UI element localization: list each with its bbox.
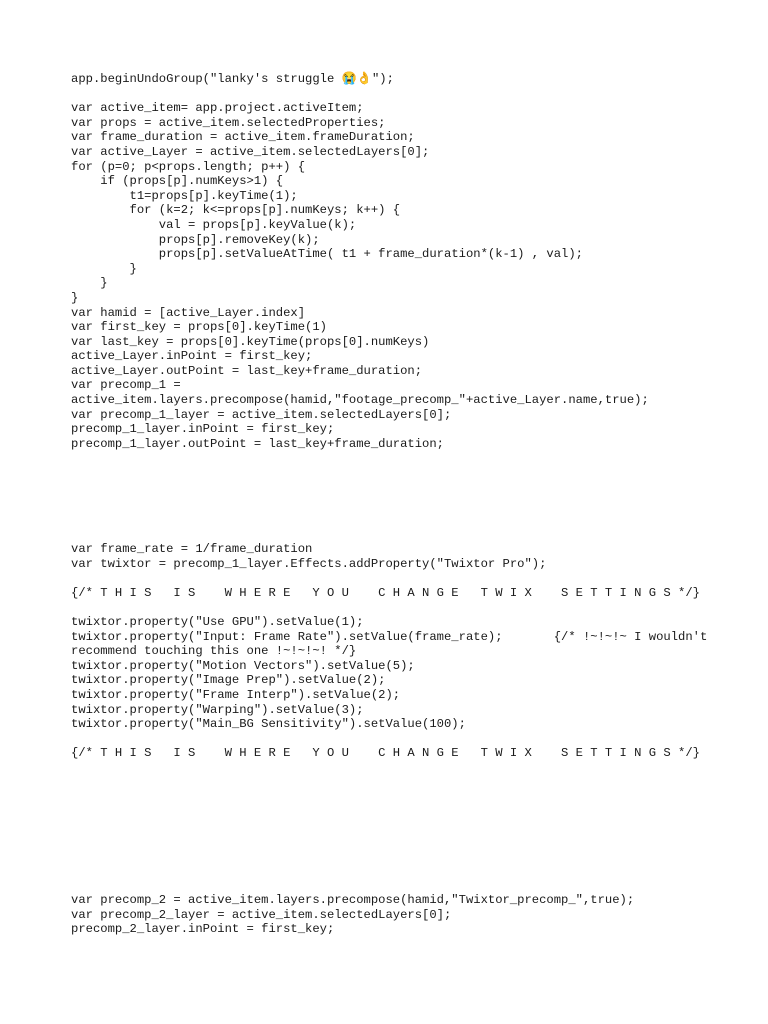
code-block-keyframe-setup: app.beginUndoGroup("lanky's struggle 😭👌"); var active_item= app.project.activeItem; var props = active_item.selectedProperties; var frame_duration = active_item.frameDuration; var active_Layer = active_item.selectedLayers[0]; for (p=0; p<props.length; p++) { if (props[p].numKeys>1) { t1=props[p].keyTime(1); for (k=2; k<=props[p].numKeys; k++) { val = props[p].keyValue(k); props[p].removeKey(k); props[p].setValueAtTime( t1 + frame_duration*(k-1) , val); } } } var hamid = [active_Layer.index] var first_key = props[0].keyTime(1) var last_key = props[0].keyTime(props[0].numKeys) active_Layer.inPoint = first_key; active_Layer.outPoint = last_key+frame_duration; var precomp_1 = active_item.layers.precompose(hamid,"footage_precomp_"+active_Layer.name,true); var precomp_1_layer = active_item.selectedLayers[0]; precomp_1_layer.inPoint = first_key; precomp_1_layer.outPoint = last_key+frame_duration; (71, 72, 649, 451)
code-block-twixtor-settings: var frame_rate = 1/frame_duration var twixtor = precomp_1_layer.Effects.addProperty("Twixtor Pro"); {/* T H I S I S W H E R E Y O U C H A N G E T W I X S E T T I N G S */} twixtor.property("Use GPU").setValue(1); twixtor.property("Input: Frame Rate").setValue(frame_rate); {/* !~!~!~ I wouldn't recommend touching this one !~!~!~! */} twixtor.property("Motion Vectors").setValue(5); twixtor.property("Image Prep").setValue(2); twixtor.property("Frame Interp").setValue(2); twixtor.property("Warping").setValue(3); twixtor.property("Main_BG Sensitivity").setValue(100); {/* T H I S I S W H E R E Y O U C H A N G E T W I X S E T T I N G S */} (71, 542, 708, 761)
code-block-precomp-2: var precomp_2 = active_item.layers.precompose(hamid,"Twixtor_precomp_",true); var precomp_2_layer = active_item.selectedLayers[0]; precomp_2_layer.inPoint = first_key; (71, 893, 635, 937)
